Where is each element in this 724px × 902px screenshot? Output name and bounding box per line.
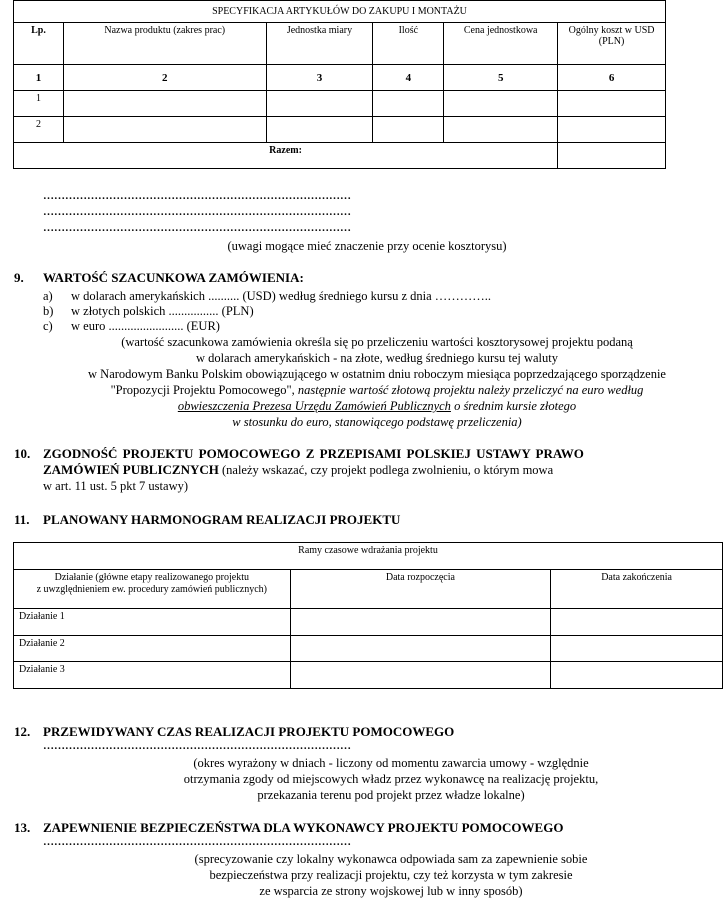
section-12-dotted-line[interactable]: …………………………………………………………………………: [43, 740, 351, 752]
col-number-3: 3: [266, 65, 373, 91]
quantity-cell[interactable]: [373, 91, 444, 117]
unit-price-cell[interactable]: [444, 117, 558, 143]
col-number-1: 1: [14, 65, 64, 91]
col-header-activity: [14, 570, 291, 609]
note-text-underlined: obwieszczenia Prezesa Urzędu Zamówień Publicznych: [177, 399, 451, 413]
start-date-cell[interactable]: [290, 609, 551, 636]
section-9-number: 9.: [14, 270, 24, 285]
schedule-table-title: Ramy czasowe wdrażania projektu: [14, 543, 723, 570]
col-header-quantity: Ilość: [373, 23, 444, 65]
activity-label: Działanie 1: [14, 609, 291, 636]
col-header-total-cost: Ogólny koszt w USD (PLN): [558, 23, 666, 65]
table-row: [14, 609, 723, 636]
section-13-title: ZAPEWNIENIE BEZPIECZEŃSTWA DLA WYKONAWCY PROJEKTU POMOCOWEGO: [43, 820, 564, 835]
table-row: [14, 662, 723, 689]
total-cost-cell[interactable]: [558, 91, 666, 117]
section-10-title: ZGODNOŚĆ PROJEKTU POMOCOWEGO Z PRZEPISAMI POLSKIEJ USTAWY PRAWO: [43, 446, 584, 461]
col-header-activity-line-2: z uwzględnieniem ew. procedury zamówień publicznych): [36, 584, 267, 595]
note-text: "Propozycji Projektu Pomocowego",: [110, 383, 298, 397]
section-9-note-line: w dolarach amerykańskich - na złote, według średniego kursu tej waluty: [195, 351, 559, 365]
col-header-end-date: Data zakończenia: [551, 570, 723, 609]
row-number: 2: [14, 117, 64, 143]
section-10-text: (należy wskazać, czy projekt podlega zwolnieniu, o którym mowa: [218, 463, 554, 477]
section-12-title: PRZEWIDYWANY CZAS REALIZACJI PROJEKTU POMOCOWEGO: [43, 724, 455, 739]
product-name-cell[interactable]: [63, 117, 266, 143]
section-9-note-line: [0, 398, 724, 414]
section-12-number: 12.: [14, 724, 31, 739]
total-value-cell[interactable]: [558, 143, 666, 169]
section-9-note-line: w stosunku do euro, stanowiącego podstawę przeliczenia): [232, 415, 522, 429]
table-row: [14, 636, 723, 662]
unit-cell[interactable]: [266, 91, 373, 117]
section-13-note-line: ze wsparcia ze strony wojskowej lub w inny sposób): [259, 884, 523, 898]
section-13-number: 13.: [14, 820, 31, 835]
section-12-note-line: otrzymania zgody od miejscowych władz przez wykonawcę na realizację projektu,: [183, 772, 599, 786]
section-9-item-text: w euro ........................ (EUR): [71, 319, 220, 333]
col-number-5: 5: [444, 65, 558, 91]
section-9-note-line: [0, 382, 724, 398]
section-9-note-line: w Narodowym Banku Polskim obowiązującego w ostatnim dniu roboczym miesiąca poprzedzającego sporządzenie: [88, 367, 666, 381]
quantity-cell[interactable]: [373, 117, 444, 143]
total-cost-cell[interactable]: [558, 117, 666, 143]
section-9-item-marker: c): [43, 319, 53, 333]
section-9-item-text: w dolarach amerykańskich .......... (USD) według średniego kursu z dnia …………..: [71, 289, 492, 303]
col-number-6: 6: [558, 65, 666, 91]
section-11-number: 11.: [14, 512, 30, 527]
col-number-2: 2: [63, 65, 266, 91]
col-header-unit: Jednostka miary: [266, 23, 373, 65]
section-10-number: 10.: [14, 446, 31, 461]
col-number-4: 4: [373, 65, 444, 91]
activity-label: Działanie 2: [14, 636, 291, 662]
product-name-cell[interactable]: [63, 91, 266, 117]
section-9-item-marker: b): [43, 304, 54, 318]
col-header-activity-line-1: Działanie (główne etapy realizowanego projektu: [54, 572, 249, 583]
section-12-note-line: przekazania terenu pod projekt przez władze lokalne): [257, 788, 525, 802]
remarks-dotted-line[interactable]: …………………………………………………………………………: [43, 206, 351, 218]
section-9-title: WARTOŚĆ SZACUNKOWA ZAMÓWIENIA:: [43, 270, 304, 285]
section-9-item-marker: a): [43, 289, 53, 303]
start-date-cell[interactable]: [290, 662, 551, 689]
unit-price-cell[interactable]: [444, 91, 558, 117]
col-header-product-name: Nazwa produktu (zakres prac): [63, 23, 266, 65]
table-row: [14, 91, 666, 117]
table-row: [14, 117, 666, 143]
row-number: 1: [14, 91, 64, 117]
section-10-text: w art. 11 ust. 5 pkt 7 ustawy): [43, 479, 189, 493]
schedule-table: [13, 542, 723, 689]
unit-cell[interactable]: [266, 117, 373, 143]
section-13-note-line: bezpieczeństwa przy realizacji projektu, czy też korzysta w tym zakresie: [209, 868, 573, 882]
section-11-title: PLANOWANY HARMONOGRAM REALIZACJI PROJEKTU: [43, 512, 401, 527]
remarks-dotted-line[interactable]: …………………………………………………………………………: [43, 222, 351, 234]
section-12-note-line: (okres wyrażony w dniach - liczony od momentu zawarcia umowy - względnie: [193, 756, 589, 770]
col-header-start-date: Data rozpoczęcia: [290, 570, 551, 609]
section-13-dotted-line[interactable]: …………………………………………………………………………: [43, 836, 351, 848]
spec-table-title: SPECYFIKACJA ARTYKUŁÓW DO ZAKUPU I MONTAŻU: [14, 1, 666, 23]
activity-label: Działanie 3: [14, 662, 291, 689]
start-date-cell[interactable]: [290, 636, 551, 662]
note-text-italic: następnie wartość złotową projektu należy przeliczyć na euro według: [297, 383, 644, 397]
end-date-cell[interactable]: [551, 636, 723, 662]
remarks-caption: (uwagi mogące mieć znaczenie przy ocenie kosztorysu): [227, 239, 507, 253]
remarks-dotted-line[interactable]: …………………………………………………………………………: [43, 190, 351, 202]
end-date-cell[interactable]: [551, 662, 723, 689]
section-10-line-2: [43, 462, 553, 478]
section-13-note-line: (sprecyzowanie czy lokalny wykonawca odpowiada sam za zapewnienie sobie: [194, 852, 588, 866]
section-10-title-cont: ZAMÓWIEŃ PUBLICZNYCH: [43, 462, 219, 477]
col-header-lp: Lp.: [14, 23, 64, 65]
col-header-unit-price: Cena jednostkowa: [444, 23, 558, 65]
section-9-note-line: (wartość szacunkowa zamówienia określa się po przeliczeniu wartości kosztorysowej projektu podaną: [121, 335, 633, 349]
total-label: Razem:: [14, 143, 558, 169]
end-date-cell[interactable]: [551, 609, 723, 636]
specification-table: [13, 0, 666, 169]
note-text-italic: o średnim kursie złotego: [450, 399, 577, 413]
section-9-item-text: w złotych polskich ................ (PLN): [71, 304, 254, 318]
